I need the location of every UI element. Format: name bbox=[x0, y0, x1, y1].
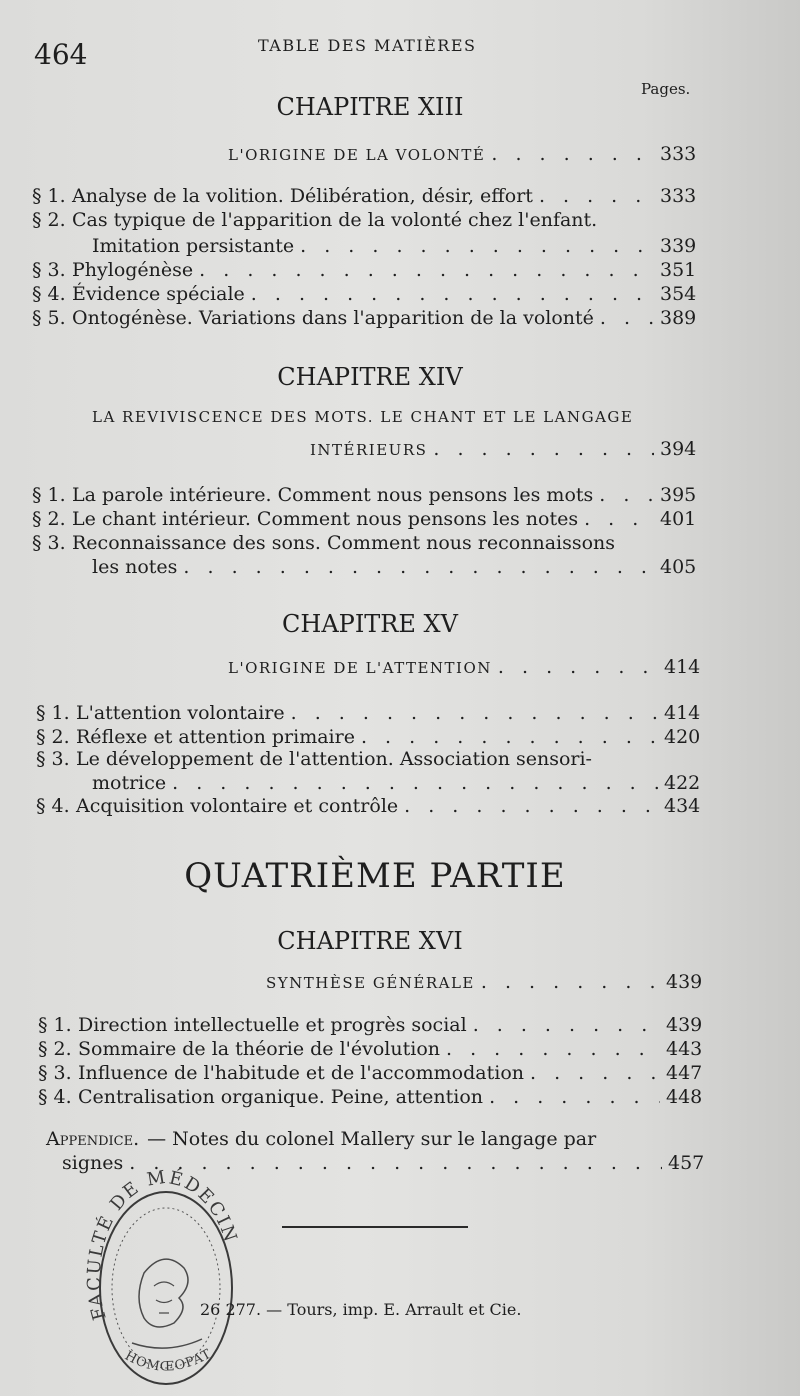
leader-dots bbox=[498, 656, 658, 678]
page-ref: 405 bbox=[660, 556, 697, 578]
page-ref: 420 bbox=[664, 726, 701, 748]
page-ref: 339 bbox=[660, 235, 697, 257]
running-title: TABLE DES MATIÈRES bbox=[258, 36, 477, 55]
section-number: § 4. bbox=[38, 1086, 72, 1108]
leader-dots bbox=[404, 795, 658, 817]
section-title-continued: les notes bbox=[92, 556, 178, 578]
section-title: Acquisition volontaire et contrôle bbox=[76, 795, 399, 817]
toc-entry[interactable] bbox=[38, 1038, 703, 1060]
chapter-16-heading: CHAPITRE XVI bbox=[277, 927, 463, 955]
section-title: Direction intellectuelle et progrès social bbox=[78, 1014, 467, 1036]
page-ref: 439 bbox=[666, 971, 703, 993]
pages-column-label: Pages. bbox=[641, 80, 691, 98]
toc-entry[interactable] bbox=[32, 307, 697, 329]
toc-entry[interactable] bbox=[38, 1086, 703, 1108]
leader-dots bbox=[433, 438, 654, 460]
page-ref: 439 bbox=[666, 1014, 703, 1036]
toc-entry[interactable] bbox=[32, 185, 697, 207]
toc-entry[interactable] bbox=[32, 283, 697, 305]
chapter-15-heading: CHAPITRE XV bbox=[282, 610, 458, 638]
page-ref: 443 bbox=[666, 1038, 703, 1060]
section-title: Réflexe et attention primaire bbox=[76, 726, 355, 748]
leader-dots bbox=[600, 307, 654, 329]
stamp-top-text: FACULTÉ DE MÉDECIN bbox=[84, 1168, 242, 1323]
section-title: Phylogénèse bbox=[72, 259, 194, 281]
toc-entry-continuation[interactable] bbox=[92, 235, 697, 257]
section-number: § 3. bbox=[38, 1062, 72, 1084]
section-title: Cas typique de l'apparition de la volonté chez l'enfant. bbox=[72, 209, 598, 231]
section-number: § 2. bbox=[36, 726, 70, 748]
chapter-14-subtitle-line2: INTÉRIEURS bbox=[310, 441, 428, 459]
leader-dots bbox=[530, 1062, 660, 1084]
chapter-14-subtitle-line1: LA REVIVISCENCE DES MOTS. LE CHANT ET LE LANGAGE bbox=[92, 408, 634, 426]
appendix-title: — Notes du colonel Mallery sur le langage par bbox=[147, 1128, 597, 1150]
section-number: § 1. bbox=[38, 1014, 72, 1036]
page-ref: 351 bbox=[660, 259, 697, 281]
page-ref: 389 bbox=[660, 307, 697, 329]
leader-dots bbox=[599, 484, 654, 506]
leader-dots bbox=[361, 726, 658, 748]
toc-entry[interactable] bbox=[32, 532, 694, 554]
chapter-16-subtitle-entry[interactable] bbox=[266, 971, 703, 993]
section-number: § 5. bbox=[32, 307, 66, 329]
toc-entry[interactable] bbox=[36, 795, 701, 817]
leader-dots bbox=[584, 508, 654, 530]
section-number: § 3. bbox=[32, 532, 66, 554]
toc-entry[interactable] bbox=[36, 726, 701, 748]
toc-entry[interactable] bbox=[36, 702, 701, 724]
section-number: § 1. bbox=[32, 185, 66, 207]
chapter-14-subtitle-entry[interactable] bbox=[310, 438, 697, 460]
section-number: § 4. bbox=[32, 283, 66, 305]
leader-dots bbox=[491, 143, 654, 165]
section-title: Sommaire de la théorie de l'évolution bbox=[78, 1038, 441, 1060]
page-ref: 457 bbox=[668, 1152, 705, 1174]
page-ref: 394 bbox=[660, 438, 697, 460]
section-number: § 3. bbox=[32, 259, 66, 281]
printer-colophon bbox=[200, 1300, 521, 1319]
leader-dots bbox=[446, 1038, 660, 1060]
section-number: § 4. bbox=[36, 795, 70, 817]
page-ref: 354 bbox=[660, 283, 697, 305]
leader-dots bbox=[539, 185, 654, 207]
page-number: 464 bbox=[34, 38, 88, 71]
page-ref: 447 bbox=[666, 1062, 703, 1084]
page-ref: 414 bbox=[664, 702, 701, 724]
section-number: § 2. bbox=[38, 1038, 72, 1060]
leader-dots bbox=[251, 283, 654, 305]
appendix-title-continued: signes bbox=[62, 1152, 124, 1174]
section-title-continued: motrice bbox=[92, 772, 167, 794]
leader-dots bbox=[291, 702, 658, 724]
stamp-icon bbox=[84, 1168, 244, 1390]
printer-text: — Tours, imp. E. Arrault et Cie. bbox=[266, 1300, 522, 1319]
section-title: Analyse de la volition. Délibération, désir, effort bbox=[72, 185, 533, 207]
section-title: Reconnaissance des sons. Comment nous reconnaissons bbox=[72, 532, 616, 554]
leader-dots bbox=[473, 1014, 660, 1036]
page-ref: 401 bbox=[660, 508, 697, 530]
section-title: Centralisation organique. Peine, attention bbox=[78, 1086, 484, 1108]
section-title: L'attention volontaire bbox=[76, 702, 285, 724]
leader-dots bbox=[489, 1086, 660, 1108]
chapter-13-heading: CHAPITRE XIII bbox=[276, 93, 464, 121]
print-number: 26 277. bbox=[200, 1300, 262, 1319]
toc-entry-continuation[interactable] bbox=[92, 772, 701, 794]
part-4-heading: QUATRIÈME PARTIE bbox=[184, 856, 566, 896]
toc-entry[interactable] bbox=[36, 748, 698, 770]
page-ref: 395 bbox=[660, 484, 697, 506]
section-title: La parole intérieure. Comment nous pensons les mots bbox=[72, 484, 594, 506]
leader-dots bbox=[300, 235, 654, 257]
chapter-15-subtitle-entry[interactable] bbox=[228, 656, 701, 678]
page-ref: 434 bbox=[664, 795, 701, 817]
toc-entry-continuation[interactable] bbox=[92, 556, 697, 578]
chapter-13-subtitle: L'ORIGINE DE LA VOLONTÉ bbox=[228, 146, 486, 164]
section-title: Ontogénèse. Variations dans l'apparition de la volonté bbox=[72, 307, 594, 329]
toc-entry[interactable] bbox=[32, 508, 697, 530]
section-number: § 2. bbox=[32, 209, 66, 231]
page-ref: 448 bbox=[666, 1086, 703, 1108]
page-ref: 414 bbox=[664, 656, 701, 678]
section-title: Influence de l'habitude et de l'accommodation bbox=[78, 1062, 524, 1084]
toc-entry[interactable] bbox=[38, 1014, 703, 1036]
library-stamp bbox=[84, 1168, 244, 1390]
toc-entry[interactable] bbox=[38, 1062, 703, 1084]
section-number: § 1. bbox=[32, 484, 66, 506]
stamp-bottom-text: HOMŒOPAT bbox=[122, 1346, 215, 1375]
leader-dots bbox=[183, 556, 654, 578]
page-ref: 333 bbox=[660, 185, 697, 207]
toc-entry[interactable] bbox=[32, 484, 697, 506]
section-title-continued: Imitation persistante bbox=[92, 235, 295, 257]
page-ref: 333 bbox=[660, 143, 697, 165]
page-ref: 422 bbox=[664, 772, 701, 794]
leader-dots bbox=[199, 259, 654, 281]
appendix-label: Appendice. bbox=[46, 1128, 140, 1150]
leader-dots bbox=[481, 971, 660, 993]
separator-rule bbox=[282, 1226, 468, 1228]
section-title: Évidence spéciale bbox=[72, 283, 245, 305]
toc-entry[interactable] bbox=[32, 259, 697, 281]
leader-dots bbox=[172, 772, 658, 794]
section-number: § 2. bbox=[32, 508, 66, 530]
section-number: § 1. bbox=[36, 702, 70, 724]
section-number: § 3. bbox=[36, 748, 70, 770]
chapter-14-heading: CHAPITRE XIV bbox=[277, 363, 463, 391]
chapter-16-subtitle: SYNTHÈSE GÉNÉRALE bbox=[266, 974, 475, 992]
section-title: Le chant intérieur. Comment nous pensons les notes bbox=[72, 508, 579, 530]
chapter-15-subtitle: L'ORIGINE DE L'ATTENTION bbox=[228, 659, 492, 677]
section-title: Le développement de l'attention. Association sensori- bbox=[76, 748, 592, 770]
chapter-13-subtitle-entry[interactable] bbox=[228, 143, 697, 165]
toc-entry[interactable] bbox=[32, 209, 694, 231]
appendix-entry[interactable] bbox=[46, 1128, 700, 1150]
